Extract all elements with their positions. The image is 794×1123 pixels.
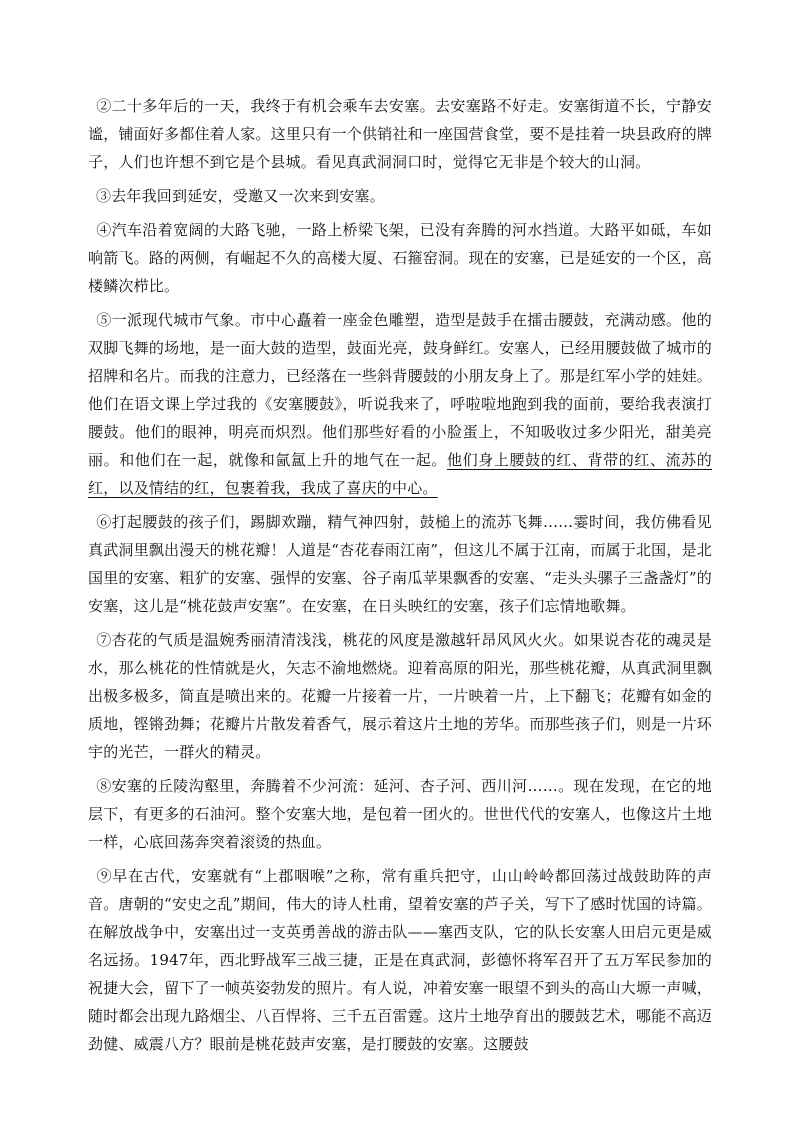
paragraph-8-text: ⑧安塞的丘陵沟壑里，奔腾着不少河流：延河、杏子河、西川河……。现在发现，在它的地层下，有更多的石油河。整个安塞大地，是包着一团火的。世世代代的安塞人，也像这片土地一样，心底回荡奔突着滚烫的热血。 — [88, 777, 712, 851]
paragraph-5-text: ⑤一派现代城市气象。市中心矗着一座金色雕塑，造型是鼓手在擂击腰鼓，充满动感。他的双脚飞舞的场地，是一面大鼓的造型，鼓面光亮，鼓身鲜红。安塞人，已经用腰鼓做了城市的招牌和名片。而我的注意力，已经落在一些斜背腰鼓的小朋友身上了。那是红军小学的娃娃。他们在语文课上学过我的《安塞腰鼓》，听说我来了，呼啦啦地跑到我的面前，要给我表演打腰鼓。他们的眼神，明亮而炽烈。他们那些好看的小脸蛋上，不知吸收过多少阳光，甜美亮丽。和他们在一起，就像和氤氲上升的地气在一起。 — [88, 311, 712, 469]
paragraph-7 — [88, 626, 712, 766]
article-body — [88, 92, 712, 1064]
paragraph-6 — [88, 508, 712, 620]
paragraph-2-text: ②二十多年后的一天，我终于有机会乘车去安塞。去安塞路不好走。安塞街道不长，宁静安谧，铺面好多都住着人家。这里只有一个供销社和一座国营食堂，要不是挂着一块县政府的牌子，人们也许想不到它是个县城。看见真武洞洞口时，觉得它无非是个较大的山洞。 — [88, 97, 712, 171]
paragraph-6-text: ⑥打起腰鼓的孩子们，踢脚欢蹦，精气神四射，鼓槌上的流苏飞舞……霎时间，我仿佛看见真武洞里飘出漫天的桃花瓣！人道是“杏花春雨江南”，但这儿不属于江南，而属于北国，是北国里的安塞、粗犷的安塞、强悍的安塞、谷子南瓜苹果飘香的安塞、“走头头骡子三盏盏灯”的安塞，这儿是“桃花鼓声安塞”。在安塞，在日头映红的安塞，孩子们忘情地歌舞。 — [88, 513, 712, 615]
paragraph-8 — [88, 772, 712, 856]
paragraph-7-text: ⑦杏花的气质是温婉秀丽清清浅浅，桃花的风度是激越轩昂风风火火。如果说杏花的魂灵是水，那么桃花的性情就是火，矢志不渝地燃烧。迎着高原的阳光，那些桃花瓣，从真武洞里飘出极多极多，简直是喷出来的。花瓣一片接着一片，一片映着一片，上下翻飞；花瓣有如金的质地，铿锵劲舞；花瓣片片散发着香气，展示着这片土地的芳华。而那些孩子们，则是一片环宇的光芒，一群火的精灵。 — [88, 631, 712, 761]
paragraph-5 — [88, 306, 712, 502]
paragraph-3 — [88, 182, 712, 210]
paragraph-5-underlined-sentence: 他们身上腰鼓的红、背带的红、流苏的红，以及情结的红，包裹着我，我成了喜庆的中心。 — [88, 451, 712, 497]
paragraph-9-text: ⑨早在古代，安塞就有“上郡咽喉”之称，常有重兵把守，山山岭岭都回荡过战鼓助阵的声音。唐朝的“安史之乱”期间，伟大的诗人杜甫，望着安塞的芦子关，写下了感时忧国的诗篇。在解放战争中，安塞出过一支英勇善战的游击队——塞西支队，它的队长安塞人田启元更是威名远扬。1947年，西北野战军三战三捷，正是在真武洞，彭德怀将军召开了五万军民参加的祝捷大会，留下了一帧英姿勃发的照片。有人说，冲着安塞一眼望不到头的高山大塬一声喊，随时都会出现九路烟尘、八百悍将、三千五百雷霆。这片土地孕育出的腰鼓艺术，哪能不高迈劲健、威震八方？眼前是桃花鼓声安塞，是打腰鼓的安塞。这腰鼓 — [88, 867, 712, 1053]
paragraph-4-text: ④汽车沿着宽阔的大路飞驰，一路上桥梁飞架，已没有奔腾的河水挡道。大路平如砥，车如响箭飞。路的两侧，有崛起不久的高楼大厦、石箍窑洞。现在的安塞，已是延安的一个区，高楼鳞次栉比。 — [88, 221, 712, 295]
paragraph-3-text: ③去年我回到延安，受邀又一次来到安塞。 — [96, 187, 385, 205]
paragraph-9 — [88, 862, 712, 1058]
paragraph-2 — [88, 92, 712, 176]
paragraph-4 — [88, 216, 712, 300]
